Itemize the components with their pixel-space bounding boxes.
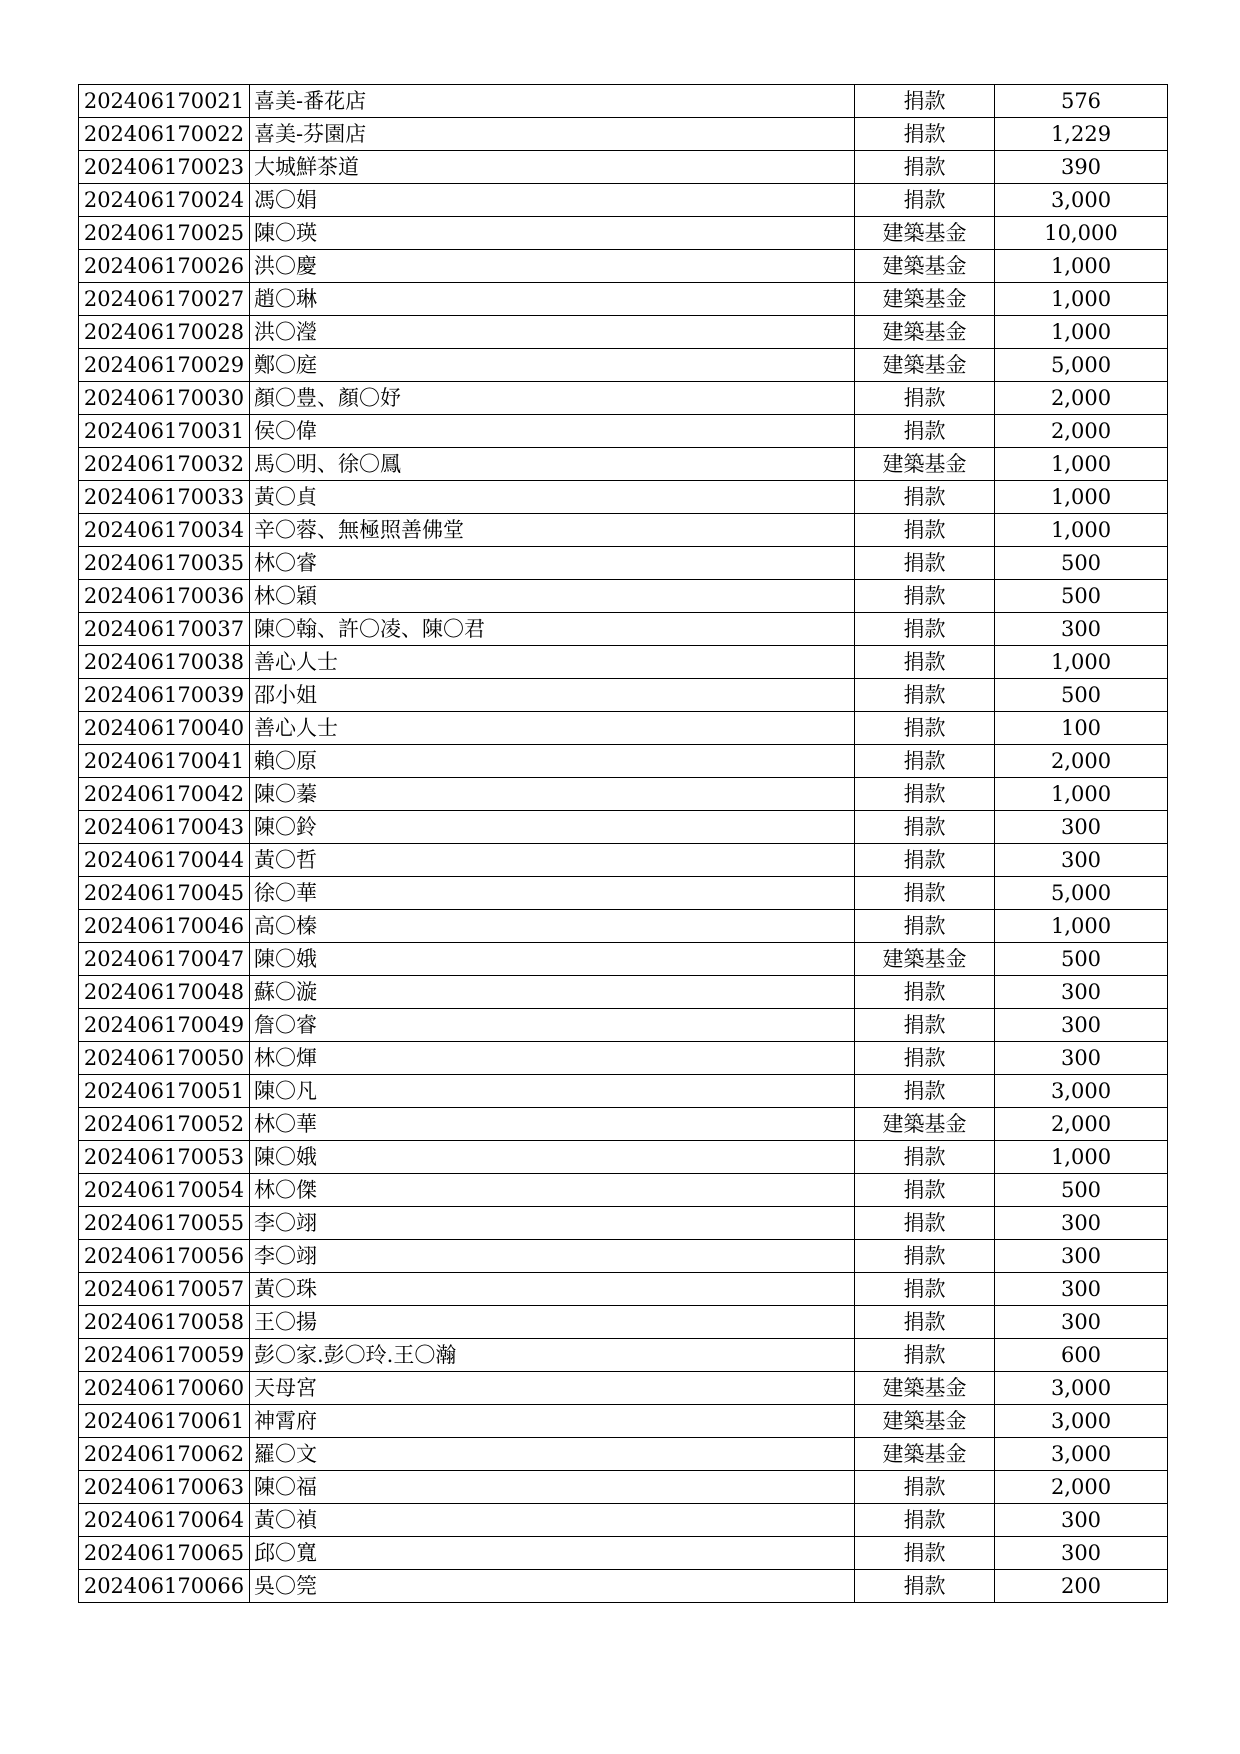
- receipt-number-cell: 202406170036: [79, 580, 250, 613]
- donation-type-cell: 建築基金: [855, 1372, 995, 1405]
- receipt-number-cell: 202406170040: [79, 712, 250, 745]
- amount-cell: 500: [995, 547, 1168, 580]
- receipt-number-cell: 202406170025: [79, 217, 250, 250]
- amount-cell: 3,000: [995, 1405, 1168, 1438]
- donor-name-cell: 徐〇華: [250, 877, 855, 910]
- donor-name-cell: 邱〇寬: [250, 1537, 855, 1570]
- table-row: [79, 580, 1168, 613]
- amount-cell: 3,000: [995, 1438, 1168, 1471]
- donor-name-cell: 蘇〇漩: [250, 976, 855, 1009]
- donor-name-cell: 洪〇瀅: [250, 316, 855, 349]
- table-row: [79, 1108, 1168, 1141]
- donation-type-cell: 捐款: [855, 85, 995, 118]
- donor-name-cell: 黃〇禎: [250, 1504, 855, 1537]
- amount-cell: 3,000: [995, 1372, 1168, 1405]
- donation-type-cell: 捐款: [855, 184, 995, 217]
- amount-cell: 300: [995, 1273, 1168, 1306]
- donor-name-cell: 馮〇娟: [250, 184, 855, 217]
- amount-cell: 300: [995, 1009, 1168, 1042]
- donation-type-cell: 捐款: [855, 1306, 995, 1339]
- table-row: [79, 382, 1168, 415]
- amount-cell: 2,000: [995, 415, 1168, 448]
- donor-name-cell: 陳〇鈴: [250, 811, 855, 844]
- amount-cell: 300: [995, 844, 1168, 877]
- donation-type-cell: 建築基金: [855, 283, 995, 316]
- table-row: [79, 811, 1168, 844]
- donation-type-cell: 捐款: [855, 1240, 995, 1273]
- donation-type-cell: 捐款: [855, 1570, 995, 1603]
- amount-cell: 2,000: [995, 382, 1168, 415]
- table-row: [79, 745, 1168, 778]
- donation-type-cell: 捐款: [855, 679, 995, 712]
- table-row: [79, 349, 1168, 382]
- donation-type-cell: 捐款: [855, 1174, 995, 1207]
- donation-type-cell: 捐款: [855, 1009, 995, 1042]
- amount-cell: 2,000: [995, 745, 1168, 778]
- amount-cell: 390: [995, 151, 1168, 184]
- receipt-number-cell: 202406170034: [79, 514, 250, 547]
- receipt-number-cell: 202406170026: [79, 250, 250, 283]
- donor-name-cell: 林〇華: [250, 1108, 855, 1141]
- amount-cell: 1,000: [995, 778, 1168, 811]
- donor-name-cell: 黃〇貞: [250, 481, 855, 514]
- donation-type-cell: 捐款: [855, 547, 995, 580]
- donor-name-cell: 吳〇筦: [250, 1570, 855, 1603]
- amount-cell: 300: [995, 1240, 1168, 1273]
- donation-type-cell: 捐款: [855, 481, 995, 514]
- receipt-number-cell: 202406170060: [79, 1372, 250, 1405]
- receipt-number-cell: 202406170066: [79, 1570, 250, 1603]
- donor-name-cell: 賴〇原: [250, 745, 855, 778]
- donor-name-cell: 辛〇蓉、無極照善佛堂: [250, 514, 855, 547]
- donor-name-cell: 陳〇凡: [250, 1075, 855, 1108]
- donor-name-cell: 羅〇文: [250, 1438, 855, 1471]
- table-row: [79, 1438, 1168, 1471]
- amount-cell: 1,000: [995, 646, 1168, 679]
- amount-cell: 5,000: [995, 877, 1168, 910]
- table-row: [79, 1042, 1168, 1075]
- receipt-number-cell: 202406170048: [79, 976, 250, 1009]
- amount-cell: 300: [995, 811, 1168, 844]
- donor-name-cell: 趙〇琳: [250, 283, 855, 316]
- donation-type-cell: 捐款: [855, 118, 995, 151]
- donation-type-cell: 捐款: [855, 1504, 995, 1537]
- donor-name-cell: 林〇傑: [250, 1174, 855, 1207]
- table-row: [79, 118, 1168, 151]
- donor-name-cell: 天母宮: [250, 1372, 855, 1405]
- amount-cell: 2,000: [995, 1471, 1168, 1504]
- donor-name-cell: 善心人士: [250, 712, 855, 745]
- receipt-number-cell: 202406170042: [79, 778, 250, 811]
- receipt-number-cell: 202406170039: [79, 679, 250, 712]
- table-row: [79, 250, 1168, 283]
- donation-type-cell: 捐款: [855, 745, 995, 778]
- donor-name-cell: 大城鮮茶道: [250, 151, 855, 184]
- donor-name-cell: 林〇煇: [250, 1042, 855, 1075]
- donor-name-cell: 王〇揚: [250, 1306, 855, 1339]
- donation-type-cell: 捐款: [855, 1273, 995, 1306]
- table-row: [79, 1339, 1168, 1372]
- table-row: [79, 646, 1168, 679]
- donor-name-cell: 李〇翊: [250, 1240, 855, 1273]
- amount-cell: 200: [995, 1570, 1168, 1603]
- donor-name-cell: 喜美-番花店: [250, 85, 855, 118]
- table-row: [79, 844, 1168, 877]
- donor-name-cell: 陳〇瑛: [250, 217, 855, 250]
- table-row: [79, 547, 1168, 580]
- amount-cell: 1,000: [995, 283, 1168, 316]
- receipt-number-cell: 202406170061: [79, 1405, 250, 1438]
- receipt-number-cell: 202406170059: [79, 1339, 250, 1372]
- table-row: [79, 481, 1168, 514]
- donation-type-cell: 捐款: [855, 382, 995, 415]
- receipt-number-cell: 202406170023: [79, 151, 250, 184]
- receipt-number-cell: 202406170027: [79, 283, 250, 316]
- amount-cell: 5,000: [995, 349, 1168, 382]
- amount-cell: 300: [995, 613, 1168, 646]
- table-row: [79, 448, 1168, 481]
- donation-type-cell: 捐款: [855, 646, 995, 679]
- amount-cell: 500: [995, 679, 1168, 712]
- donor-name-cell: 黃〇珠: [250, 1273, 855, 1306]
- donor-name-cell: 陳〇娥: [250, 943, 855, 976]
- table-row: [79, 679, 1168, 712]
- amount-cell: 300: [995, 1042, 1168, 1075]
- donation-type-cell: 捐款: [855, 1141, 995, 1174]
- table-row: [79, 1537, 1168, 1570]
- receipt-number-cell: 202406170050: [79, 1042, 250, 1075]
- amount-cell: 10,000: [995, 217, 1168, 250]
- donation-type-cell: 捐款: [855, 1075, 995, 1108]
- amount-cell: 1,000: [995, 250, 1168, 283]
- donation-type-cell: 建築基金: [855, 1108, 995, 1141]
- donation-type-cell: 捐款: [855, 811, 995, 844]
- donor-name-cell: 陳〇翰、許〇凌、陳〇君: [250, 613, 855, 646]
- donation-type-cell: 捐款: [855, 976, 995, 1009]
- amount-cell: 1,000: [995, 481, 1168, 514]
- receipt-number-cell: 202406170043: [79, 811, 250, 844]
- amount-cell: 1,000: [995, 514, 1168, 547]
- receipt-number-cell: 202406170058: [79, 1306, 250, 1339]
- donor-name-cell: 喜美-芬園店: [250, 118, 855, 151]
- amount-cell: 1,000: [995, 316, 1168, 349]
- table-row: [79, 415, 1168, 448]
- amount-cell: 1,000: [995, 1141, 1168, 1174]
- donor-name-cell: 彭〇家.彭〇玲.王〇瀚: [250, 1339, 855, 1372]
- donation-rows: [79, 85, 1168, 1603]
- table-row: [79, 1174, 1168, 1207]
- donor-name-cell: 林〇睿: [250, 547, 855, 580]
- amount-cell: 2,000: [995, 1108, 1168, 1141]
- table-row: [79, 943, 1168, 976]
- donor-name-cell: 李〇翊: [250, 1207, 855, 1240]
- donor-name-cell: 邵小姐: [250, 679, 855, 712]
- receipt-number-cell: 202406170024: [79, 184, 250, 217]
- donation-type-cell: 建築基金: [855, 217, 995, 250]
- table-row: [79, 85, 1168, 118]
- donation-type-cell: 捐款: [855, 514, 995, 547]
- amount-cell: 3,000: [995, 1075, 1168, 1108]
- table-row: [79, 1273, 1168, 1306]
- receipt-number-cell: 202406170028: [79, 316, 250, 349]
- table-row: [79, 910, 1168, 943]
- receipt-number-cell: 202406170038: [79, 646, 250, 679]
- table-row: [79, 1372, 1168, 1405]
- donation-type-cell: 捐款: [855, 613, 995, 646]
- receipt-number-cell: 202406170049: [79, 1009, 250, 1042]
- receipt-number-cell: 202406170047: [79, 943, 250, 976]
- donation-type-cell: 建築基金: [855, 316, 995, 349]
- amount-cell: 600: [995, 1339, 1168, 1372]
- table-row: [79, 1009, 1168, 1042]
- donation-type-cell: 捐款: [855, 910, 995, 943]
- table-row: [79, 217, 1168, 250]
- donation-type-cell: 建築基金: [855, 943, 995, 976]
- table-row: [79, 151, 1168, 184]
- amount-cell: 300: [995, 1207, 1168, 1240]
- amount-cell: 1,000: [995, 448, 1168, 481]
- donation-type-cell: 捐款: [855, 1471, 995, 1504]
- donation-type-cell: 捐款: [855, 712, 995, 745]
- receipt-number-cell: 202406170065: [79, 1537, 250, 1570]
- receipt-number-cell: 202406170054: [79, 1174, 250, 1207]
- receipt-number-cell: 202406170056: [79, 1240, 250, 1273]
- receipt-number-cell: 202406170022: [79, 118, 250, 151]
- table-row: [79, 316, 1168, 349]
- receipt-number-cell: 202406170031: [79, 415, 250, 448]
- donation-type-cell: 捐款: [855, 580, 995, 613]
- table-row: [79, 877, 1168, 910]
- table-row: [79, 283, 1168, 316]
- receipt-number-cell: 202406170045: [79, 877, 250, 910]
- donation-table: [78, 84, 1168, 1603]
- receipt-number-cell: 202406170030: [79, 382, 250, 415]
- donation-type-cell: 建築基金: [855, 349, 995, 382]
- receipt-number-cell: 202406170051: [79, 1075, 250, 1108]
- donor-name-cell: 陳〇蓁: [250, 778, 855, 811]
- table-row: [79, 1570, 1168, 1603]
- donor-name-cell: 林〇穎: [250, 580, 855, 613]
- receipt-number-cell: 202406170035: [79, 547, 250, 580]
- receipt-number-cell: 202406170037: [79, 613, 250, 646]
- donor-name-cell: 鄭〇庭: [250, 349, 855, 382]
- receipt-number-cell: 202406170033: [79, 481, 250, 514]
- amount-cell: 500: [995, 943, 1168, 976]
- receipt-number-cell: 202406170052: [79, 1108, 250, 1141]
- donation-type-cell: 建築基金: [855, 448, 995, 481]
- donor-name-cell: 陳〇福: [250, 1471, 855, 1504]
- amount-cell: 300: [995, 1306, 1168, 1339]
- table-row: [79, 1471, 1168, 1504]
- donor-name-cell: 神霄府: [250, 1405, 855, 1438]
- donor-name-cell: 陳〇娥: [250, 1141, 855, 1174]
- donation-type-cell: 捐款: [855, 151, 995, 184]
- receipt-number-cell: 202406170063: [79, 1471, 250, 1504]
- amount-cell: 100: [995, 712, 1168, 745]
- table-row: [79, 514, 1168, 547]
- table-row: [79, 184, 1168, 217]
- donation-type-cell: 建築基金: [855, 1405, 995, 1438]
- table-row: [79, 712, 1168, 745]
- donor-name-cell: 洪〇慶: [250, 250, 855, 283]
- amount-cell: 300: [995, 1504, 1168, 1537]
- table-row: [79, 1306, 1168, 1339]
- table-row: [79, 613, 1168, 646]
- donation-type-cell: 捐款: [855, 1339, 995, 1372]
- receipt-number-cell: 202406170055: [79, 1207, 250, 1240]
- receipt-number-cell: 202406170021: [79, 85, 250, 118]
- donor-name-cell: 高〇榛: [250, 910, 855, 943]
- table-row: [79, 778, 1168, 811]
- donation-type-cell: 建築基金: [855, 250, 995, 283]
- donation-type-cell: 建築基金: [855, 1438, 995, 1471]
- amount-cell: 500: [995, 580, 1168, 613]
- table-row: [79, 1075, 1168, 1108]
- donor-name-cell: 侯〇偉: [250, 415, 855, 448]
- amount-cell: 1,000: [995, 910, 1168, 943]
- receipt-number-cell: 202406170064: [79, 1504, 250, 1537]
- table-row: [79, 1240, 1168, 1273]
- receipt-number-cell: 202406170044: [79, 844, 250, 877]
- donor-name-cell: 顏〇豊、顏〇妤: [250, 382, 855, 415]
- table-row: [79, 1504, 1168, 1537]
- donation-type-cell: 捐款: [855, 877, 995, 910]
- donor-name-cell: 善心人士: [250, 646, 855, 679]
- amount-cell: 300: [995, 1537, 1168, 1570]
- amount-cell: 300: [995, 976, 1168, 1009]
- donor-name-cell: 詹〇睿: [250, 1009, 855, 1042]
- donation-type-cell: 捐款: [855, 778, 995, 811]
- receipt-number-cell: 202406170053: [79, 1141, 250, 1174]
- amount-cell: 3,000: [995, 184, 1168, 217]
- amount-cell: 500: [995, 1174, 1168, 1207]
- donation-type-cell: 捐款: [855, 1537, 995, 1570]
- receipt-number-cell: 202406170057: [79, 1273, 250, 1306]
- receipt-number-cell: 202406170046: [79, 910, 250, 943]
- amount-cell: 1,229: [995, 118, 1168, 151]
- donation-type-cell: 捐款: [855, 844, 995, 877]
- receipt-number-cell: 202406170029: [79, 349, 250, 382]
- donor-name-cell: 黃〇哲: [250, 844, 855, 877]
- donation-type-cell: 捐款: [855, 1207, 995, 1240]
- donation-type-cell: 捐款: [855, 1042, 995, 1075]
- donation-type-cell: 捐款: [855, 415, 995, 448]
- donor-name-cell: 馬〇明、徐〇鳳: [250, 448, 855, 481]
- table-row: [79, 1405, 1168, 1438]
- receipt-number-cell: 202406170062: [79, 1438, 250, 1471]
- receipt-number-cell: 202406170032: [79, 448, 250, 481]
- receipt-number-cell: 202406170041: [79, 745, 250, 778]
- table-row: [79, 976, 1168, 1009]
- amount-cell: 576: [995, 85, 1168, 118]
- table-row: [79, 1207, 1168, 1240]
- table-row: [79, 1141, 1168, 1174]
